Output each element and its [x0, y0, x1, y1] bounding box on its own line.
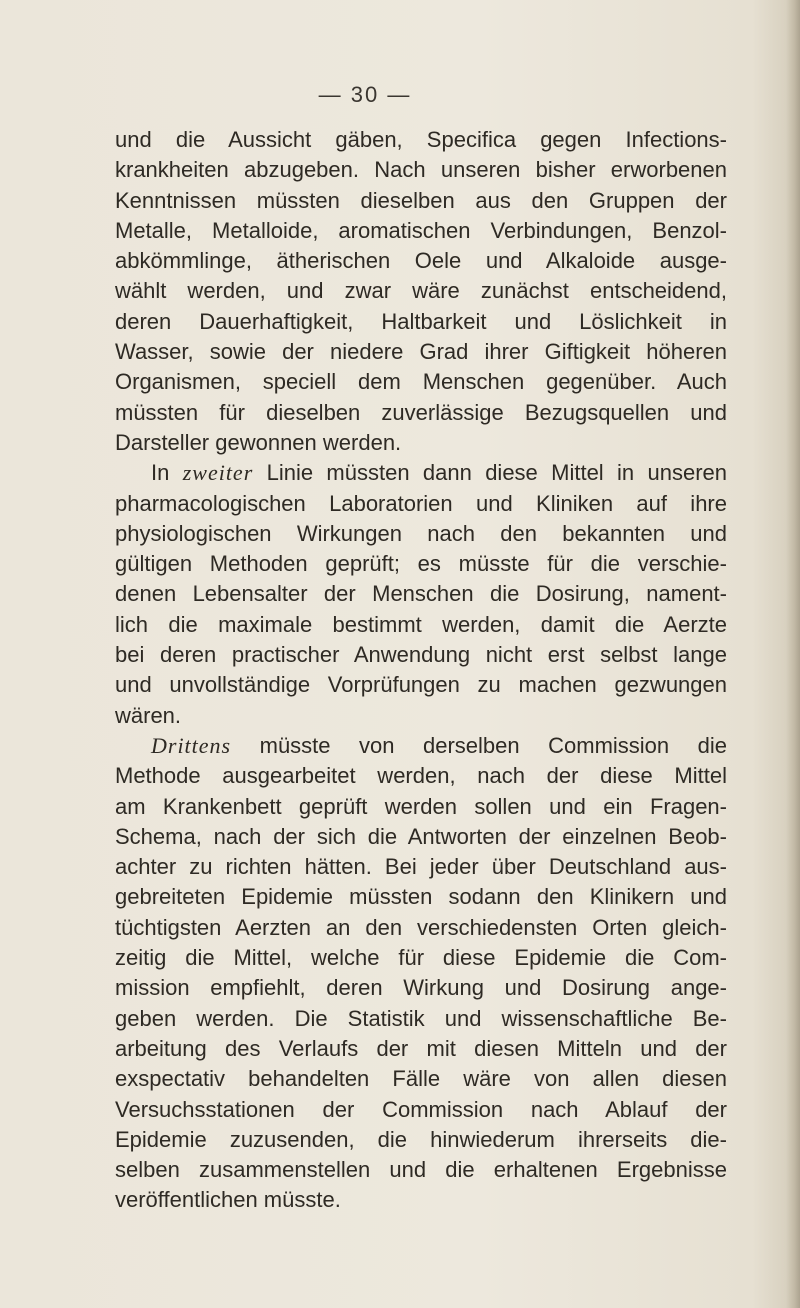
text-line: gültigen Methoden geprüft; es müsste für die verschie-: [115, 551, 727, 577]
text-line: bei deren practischer Anwendung nicht erst selbst lange: [115, 642, 727, 668]
text-line: Darsteller gewonnen werden.: [115, 429, 402, 455]
text-fragment: In: [151, 460, 183, 486]
text-line: abkömmlinge, ätherischen Oele und Alkaloide ausge-: [115, 248, 727, 274]
paragraph-2: [115, 458, 727, 731]
text-line: achter zu richten hätten. Bei jeder über Deutschland aus-: [115, 854, 727, 880]
text-line: wählt werden, und zwar wäre zunächst entscheidend,: [115, 278, 727, 304]
text-line: Kenntnissen müssten dieselben aus den Gruppen der: [115, 187, 727, 213]
text-line: am Krankenbett geprüft werden sollen und ein Fragen-: [115, 793, 727, 819]
text-line: Versuchsstationen der Commission nach Ablauf der: [115, 1096, 727, 1122]
text-line: physiologischen Wirkungen nach den bekannten und: [115, 520, 727, 546]
text-line: [115, 731, 727, 761]
text-line: zeitig die Mittel, welche für diese Epidemie die Com-: [115, 945, 727, 971]
text-fragment: Linie müssten dann diese Mittel in unseren: [253, 460, 727, 486]
emphasis-zweiter: zweiter: [182, 460, 254, 486]
text-line: krankheiten abzugeben. Nach unseren bisher erworbenen: [115, 157, 727, 183]
text-line: arbeitung des Verlaufs der mit diesen Mitteln und der: [115, 1035, 727, 1061]
text-line: und unvollständige Vorprüfungen zu machen gezwungen: [115, 672, 727, 698]
text-line: müssten für dieselben zuverlässige Bezugsquellen und: [115, 399, 727, 425]
text-line: [115, 458, 727, 488]
text-line: Schema, nach der sich die Antworten der einzelnen Beob-: [115, 823, 727, 849]
body-text: [115, 125, 727, 1216]
text-fragment: müsste von derselben Commission die: [231, 732, 727, 758]
text-line: selben zusammenstellen und die erhaltenen Ergebnisse: [115, 1157, 727, 1183]
text-line: Organismen, speciell dem Menschen gegenüber. Auch: [115, 369, 727, 395]
text-line: mission empfiehlt, deren Wirkung und Dosirung ange-: [115, 975, 727, 1001]
text-line: und die Aussicht gäben, Specifica gegen Infections-: [115, 127, 727, 152]
text-line: denen Lebensalter der Menschen die Dosirung, nament-: [115, 581, 727, 607]
page-edge-shadow: [786, 0, 800, 1308]
text-line: exspectativ behandelten Fälle wäre von allen diesen: [115, 1066, 727, 1092]
text-line: Metalle, Metalloide, aromatischen Verbindungen, Benzol-: [115, 217, 727, 243]
text-line: geben werden. Die Statistik und wissenschaftliche Be-: [115, 1005, 727, 1031]
text-line: gebreiteten Epidemie müssten sodann den Klinikern und: [115, 884, 727, 910]
text-line: Wasser, sowie der niedere Grad ihrer Giftigkeit höheren: [115, 339, 727, 365]
text-line: pharmacologischen Laboratorien und Kliniken auf ihre: [115, 490, 727, 516]
text-line: wären.: [115, 702, 182, 728]
text-line: Methode ausgearbeitet werden, nach der diese Mittel: [115, 763, 727, 789]
page-number: — 30 —: [318, 82, 412, 107]
text-line: tüchtigsten Aerzten an den verschiedensten Orten gleich-: [115, 914, 727, 940]
text-line: veröffentlichen müsste.: [115, 1187, 341, 1213]
paragraph-1: [115, 125, 727, 458]
paragraph-3: [115, 731, 727, 1216]
text-line: deren Dauerhaftigkeit, Haltbarkeit und Löslichkeit in: [115, 308, 727, 334]
text-line: Epidemie zuzusenden, die hinwiederum ihrerseits die-: [115, 1126, 727, 1152]
emphasis-drittens: Drittens: [151, 732, 232, 758]
text-line: lich die maximale bestimmt werden, damit die Aerzte: [115, 611, 727, 637]
